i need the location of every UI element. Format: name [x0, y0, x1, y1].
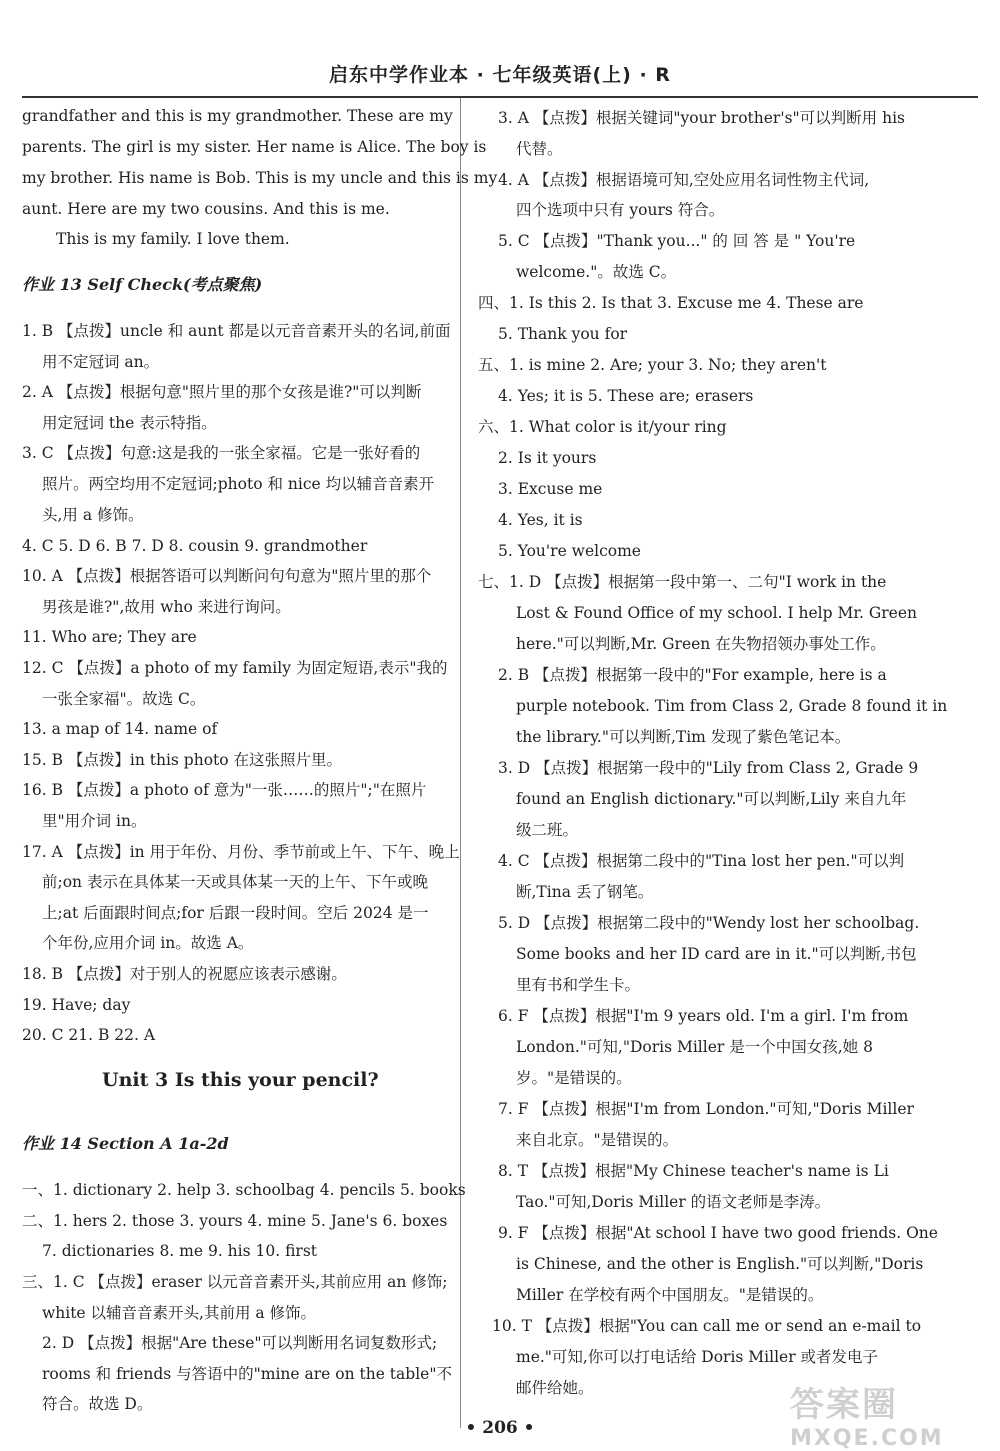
answer-line: 上;at 后面跟时间点;for 后跟一段时间。空后 2024 是一: [42, 904, 429, 922]
answer-line: 13. a map of 14. name of: [22, 720, 218, 738]
answer-line: 5. Thank you for: [498, 325, 628, 343]
answer-line: 四、1. Is this 2. Is that 3. Excuse me 4. These are: [478, 294, 864, 312]
answer-line: 来自北京。"是错误的。: [516, 1131, 679, 1149]
answer-line: found an English dictionary."可以判断,Lily 来自九年: [516, 790, 907, 808]
answer-line: me."可知,你可以打电话给 Doris Miller 或者发电子: [516, 1348, 879, 1366]
answer-line: 18. B 【点拨】对于别人的祝愿应该表示感谢。: [22, 965, 347, 983]
answer-line: 三、1. C 【点拨】eraser 以元音音素开头,其前应用 an 修饰;: [22, 1273, 448, 1291]
answer-line: is Chinese, and the other is English."可以判断,"Doris: [516, 1255, 924, 1273]
answer-line: 8. T 【点拨】根据"My Chinese teacher's name is Li: [498, 1162, 889, 1180]
header-rule: [22, 96, 978, 98]
answer-line: 邮件给她。: [516, 1379, 594, 1397]
section-heading: 作业 13 Self Check(考点聚焦): [22, 275, 263, 294]
answer-line: 10. A 【点拨】根据答语可以判断问句句意为"照片里的那个: [22, 567, 432, 585]
answer-line: Lost & Found Office of my school. I help Mr. Green: [516, 604, 918, 622]
answer-line: 4. C 【点拨】根据第二段中的"Tina lost her pen."可以判: [498, 852, 905, 870]
page-number: • 206 •: [465, 1418, 535, 1438]
answer-line: purple notebook. Tim from Class 2, Grade 8 found it in: [516, 697, 948, 715]
answer-line: 2. A 【点拨】根据句意"照片里的那个女孩是谁?"可以判断: [22, 383, 422, 401]
answer-line: 2. B 【点拨】根据第一段中的"For example, here is a: [498, 666, 887, 684]
answer-line: 里"用介词 in。: [42, 812, 147, 830]
answer-line: 断,Tina 丢了钢笔。: [516, 883, 654, 901]
answer-line: 4. Yes; it is 5. These are; erasers: [498, 387, 754, 405]
answer-line: 岁。"是错误的。: [516, 1069, 632, 1087]
answer-line: 照片。两空均用不定冠词;photo 和 nice 均以辅音音素开: [42, 475, 435, 493]
answer-line: 六、1. What color is it/your ring: [478, 418, 727, 436]
answer-line: white 以辅音音素开头,其前用 a 修饰。: [42, 1304, 317, 1322]
answer-line: 代替。: [516, 140, 563, 158]
text-line: aunt. Here are my two cousins. And this is me.: [22, 200, 390, 218]
answer-line: 4. A 【点拨】根据语境可知,空处应用名词性物主代词,: [498, 171, 870, 189]
answer-line: 10. T 【点拨】根据"You can call me or send an e-mail to: [492, 1317, 922, 1335]
answer-line: 7. F 【点拨】根据"I'm from London."可知,"Doris Miller: [498, 1100, 914, 1118]
column-divider: [460, 98, 461, 1428]
section-heading: 作业 14 Section A 1a-2d: [22, 1134, 229, 1153]
answer-line: 15. B 【点拨】in this photo 在这张照片里。: [22, 751, 343, 769]
answer-line: 7. dictionaries 8. me 9. his 10. first: [42, 1242, 317, 1260]
answer-line: 4. C 5. D 6. B 7. D 8. cousin 9. grandmother: [22, 537, 368, 555]
watermark-text: 答案圈: [790, 1385, 898, 1425]
answer-line: 20. C 21. B 22. A: [22, 1026, 156, 1044]
answer-line: 前;on 表示在具体某一天或具体某一天的上午、下午或晚: [42, 873, 428, 891]
answer-line: 2. D 【点拨】根据"Are these"可以判断用名词复数形式;: [42, 1334, 438, 1352]
unit-title: Unit 3 Is this your pencil?: [102, 1069, 379, 1091]
answer-line: 用不定冠词 an。: [42, 353, 160, 371]
answer-line: 5. You're welcome: [498, 542, 641, 560]
answer-line: here."可以判断,Mr. Green 在失物招领办事处工作。: [516, 635, 886, 653]
answer-line: Tao."可知,Doris Miller 的语文老师是李涛。: [516, 1193, 831, 1211]
text-line: parents. The girl is my sister. Her name is Alice. The boy is: [22, 138, 487, 156]
page-header: 启东中学作业本 · 七年级英语(上) · R: [329, 64, 671, 86]
answer-line: 17. A 【点拨】in 用于年份、月份、季节前或上午、下午、晚上: [22, 843, 460, 861]
answer-line: 16. B 【点拨】a photo of 意为"一张……的照片";"在照片: [22, 781, 427, 799]
answer-line: 3. Excuse me: [498, 480, 603, 498]
watermark-logo: [790, 1377, 980, 1451]
answer-line: 头,用 a 修饰。: [42, 506, 144, 524]
answer-line: 19. Have; day: [22, 996, 131, 1014]
answer-line: 1. B 【点拨】uncle 和 aunt 都是以元音音素开头的名词,前面: [22, 322, 451, 340]
answer-line: 3. A 【点拨】根据关键词"your brother's"可以判断用 his: [498, 109, 905, 127]
answer-line: welcome."。故选 C。: [516, 263, 677, 281]
answer-line: 里有书和学生卡。: [516, 976, 641, 994]
answer-line: 3. D 【点拨】根据第一段中的"Lily from Class 2, Grade 9: [498, 759, 919, 777]
answer-line: 五、1. is mine 2. Are; your 3. No; they aren't: [478, 356, 827, 374]
answer-line: 级二班。: [516, 821, 579, 839]
answer-line: 2. Is it yours: [498, 449, 597, 467]
answer-line: 12. C 【点拨】a photo of my family 为固定短语,表示"我的: [22, 659, 448, 677]
answer-line: 个年份,应用介词 in。故选 A。: [42, 934, 254, 952]
text-line: my brother. His name is Bob. This is my uncle and this is my: [22, 169, 498, 187]
answer-line: 符合。故选 D。: [42, 1395, 153, 1413]
answer-line: 6. F 【点拨】根据"I'm 9 years old. I'm a girl. I'm from: [498, 1007, 909, 1025]
answer-line: 一张全家福"。故选 C。: [42, 690, 206, 708]
answer-line: rooms 和 friends 与答语中的"mine are on the table"不: [42, 1365, 452, 1383]
watermark-url: MXQE.COM: [790, 1426, 944, 1451]
answer-line: 用定冠词 the 表示特指。: [42, 414, 217, 432]
answer-line: 七、1. D 【点拨】根据第一段中第一、二句"I work in the: [478, 573, 887, 591]
text-line: grandfather and this is my grandmother. These are my: [22, 107, 453, 125]
answer-line: the library."可以判断,Tim 发现了紫色笔记本。: [516, 728, 851, 746]
answer-line: London."可知,"Doris Miller 是一个中国女孩,她 8: [516, 1038, 873, 1056]
answer-line: Some books and her ID card are in it."可以判断,书包: [516, 945, 917, 963]
answer-line: 5. C 【点拨】"Thank you..." 的 回 答 是 " You're: [498, 232, 856, 250]
answer-line: 3. C 【点拨】句意:这是我的一张全家福。它是一张好看的: [22, 444, 421, 462]
answer-line: 二、1. hers 2. those 3. yours 4. mine 5. Jane's 6. boxes: [22, 1212, 448, 1230]
answer-line: 4. Yes, it is: [498, 511, 583, 529]
answer-line: 四个选项中只有 yours 符合。: [516, 201, 725, 219]
answer-line: 11. Who are; They are: [22, 628, 197, 646]
answer-line: 5. D 【点拨】根据第二段中的"Wendy lost her schoolbag.: [498, 914, 920, 932]
answer-line: Miller 在学校有两个中国朋友。"是错误的。: [516, 1286, 824, 1304]
answer-line: 男孩是谁?",故用 who 来进行询问。: [42, 598, 291, 616]
text-line: This is my family. I love them.: [56, 230, 290, 248]
answer-line: 9. F 【点拨】根据"At school I have two good friends. One: [498, 1224, 938, 1242]
answer-line: 一、1. dictionary 2. help 3. schoolbag 4. pencils 5. books: [22, 1181, 466, 1199]
